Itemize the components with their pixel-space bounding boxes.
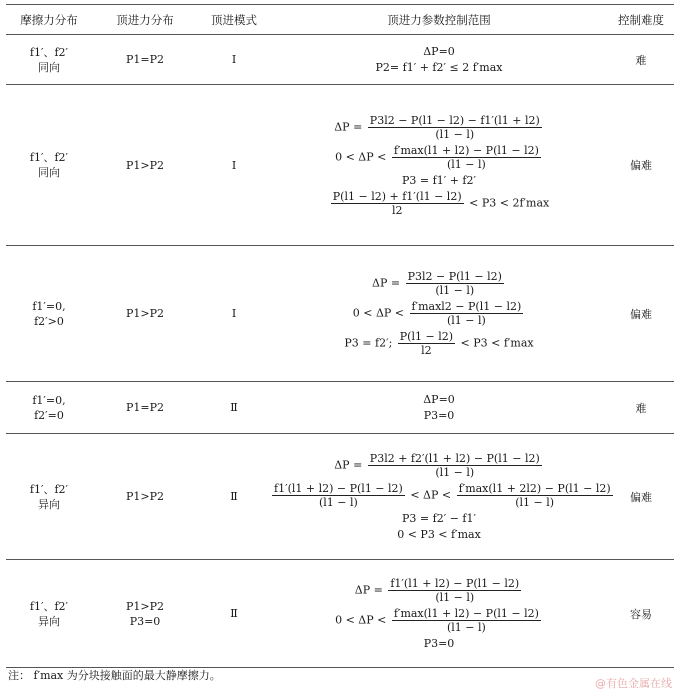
numerator: f1′(l1 + l2) − P(l1 − l2) (274, 482, 403, 495)
formula-lhs: P3 = f2′; (344, 336, 393, 350)
denominator: (l1 − l) (446, 157, 486, 171)
denominator: l2 (421, 344, 432, 357)
formula (270, 190, 608, 217)
formula: ΔP=0 (423, 393, 455, 406)
table-row (6, 382, 674, 434)
difficulty-cell: 容易 (608, 560, 674, 668)
friction-line: f1′、f2′ (29, 599, 69, 613)
table-row (6, 560, 674, 668)
formula: 0 < P3 < f′max (397, 528, 481, 541)
friction-line: 同向 (38, 166, 60, 179)
friction-line: 异向 (38, 497, 60, 511)
formula: P3 = f1′ + f2′ (402, 173, 476, 187)
force-cell (92, 85, 198, 246)
fraction (406, 270, 504, 297)
header-difficulty: 控制难度 (608, 5, 674, 35)
formula (270, 452, 608, 479)
formula-rhs: < P3 < 2f′max (469, 196, 550, 209)
table-row (6, 246, 674, 382)
friction-line: f2′>0 (34, 314, 64, 328)
formula-cell (270, 560, 608, 668)
force-line: P1>P2 (125, 307, 165, 320)
mode-cell: Ⅱ (198, 382, 270, 434)
formula-mid: < ΔP < (410, 488, 452, 502)
fraction (331, 190, 464, 217)
formula (270, 577, 608, 604)
formula (270, 330, 608, 357)
mode-cell: Ⅰ (198, 85, 270, 246)
friction-cell (6, 434, 92, 560)
denominator: (l1 − l) (446, 314, 486, 327)
denominator: (l1 − l) (446, 621, 486, 634)
numerator: P3l2 − P(l1 − l2) (407, 270, 502, 283)
force-cell (92, 434, 198, 560)
mode-cell: Ⅰ (198, 246, 270, 382)
formula (270, 300, 608, 327)
force-cell (92, 35, 198, 85)
formula (270, 607, 608, 634)
denominator: l2 (391, 203, 403, 217)
header-friction: 摩擦力分布 (6, 5, 92, 35)
formula: P3=0 (423, 637, 455, 650)
formula-cell (270, 246, 608, 382)
table-row (6, 35, 674, 85)
fraction (398, 330, 455, 357)
denominator: (l1 − l) (435, 591, 475, 604)
denominator: (l1 − l) (435, 284, 475, 297)
friction-line: f2′=0 (34, 408, 64, 422)
numerator: f′max(l1 + l2) − P(l1 − l2) (393, 607, 539, 620)
formula: P2= f1′ + f2′ ≤ 2 f′max (375, 61, 503, 74)
formula-lhs: ΔP = (354, 583, 383, 597)
denominator: (l1 − l) (435, 127, 475, 141)
force-line: P1=P2 (125, 53, 165, 66)
fraction (392, 607, 541, 634)
friction-line: 异向 (38, 614, 60, 628)
header-mode: 顶进模式 (198, 5, 270, 35)
friction-cell (6, 382, 92, 434)
numerator: P3l2 + f2′(l1 + l2) − P(l1 − l2) (369, 452, 540, 465)
force-cell (92, 560, 198, 668)
table-row (6, 85, 674, 246)
formula-cell (270, 85, 608, 246)
force-line: P1>P2 (125, 599, 165, 613)
formula-lhs: ΔP = (334, 458, 363, 472)
friction-cell (6, 246, 92, 382)
friction-line: f1′、f2′ (29, 45, 69, 59)
mode-cell: Ⅱ (198, 560, 270, 668)
friction-line: f1′=0, (32, 393, 66, 407)
params-table (6, 4, 674, 668)
friction-cell (6, 85, 92, 246)
fraction (392, 144, 541, 171)
header-force: 顶进力分布 (92, 5, 198, 35)
numerator: f1′(l1 + l2) − P(l1 − l2) (390, 577, 520, 590)
numerator: f′max(l1 + l2) − P(l1 − l2) (393, 143, 539, 157)
formula-rhs: < P3 < f′max (460, 336, 534, 350)
fraction (272, 482, 405, 509)
formula (270, 270, 608, 297)
fraction (410, 300, 524, 327)
header-range: 顶进力参数控制范围 (270, 5, 608, 35)
mode-cell: Ⅱ (198, 434, 270, 560)
formula (270, 144, 608, 171)
friction-cell (6, 560, 92, 668)
fraction (388, 577, 521, 604)
formula-lhs: ΔP = (372, 276, 401, 290)
formula (270, 114, 608, 141)
force-cell (92, 246, 198, 382)
friction-cell (6, 35, 92, 85)
force-line: P1>P2 (125, 158, 165, 172)
fraction (368, 114, 542, 141)
formula-lhs: 0 < ΔP < (352, 306, 405, 320)
denominator: (l1 − l) (515, 496, 555, 509)
formula-lhs: 0 < ΔP < (335, 150, 387, 163)
table-footnote: 注： f′max 为分块接触面的最大静摩擦力。 (8, 669, 221, 682)
numerator: P3l2 − P(l1 − l2) − f1′(l1 + l2) (369, 113, 540, 127)
formula-cell (270, 434, 611, 560)
formula: ΔP=0 (423, 45, 455, 58)
mode-cell: Ⅰ (198, 35, 270, 85)
numerator: P(l1 − l2) (399, 330, 454, 343)
force-cell (92, 382, 198, 434)
friction-line: f1′、f2′ (29, 482, 69, 496)
difficulty-cell: 偏难 (608, 246, 674, 382)
formula-lhs: 0 < ΔP < (335, 613, 387, 627)
fraction (457, 482, 613, 509)
force-line: P1=P2 (125, 401, 165, 414)
numerator: P(l1 − l2) + f1′(l1 − l2) (332, 189, 462, 203)
formula-lhs: ΔP = (334, 120, 363, 133)
denominator: (l1 − l) (319, 496, 358, 509)
watermark: @有色金属在线 (595, 677, 672, 690)
force-line: P1>P2 (125, 490, 165, 503)
formula (270, 482, 611, 509)
difficulty-cell: 偏难 (608, 85, 674, 246)
formula-cell (270, 382, 608, 434)
friction-line: 同向 (38, 60, 60, 74)
header-row (6, 5, 674, 35)
numerator: f′maxl2 − P(l1 − l2) (411, 300, 522, 313)
numerator: f′max(l1 + 2l2) − P(l1 − l2) (458, 482, 611, 495)
formula: P3 = f2′ − f1′ (402, 512, 476, 525)
fraction (368, 452, 542, 479)
formula: P3=0 (423, 409, 455, 422)
force-line: P3=0 (129, 614, 161, 628)
difficulty-cell: 难 (608, 382, 674, 434)
difficulty-cell: 难 (608, 35, 674, 85)
formula-cell (270, 35, 608, 85)
difficulty-cell: 偏难 (608, 434, 674, 560)
denominator: (l1 − l) (435, 466, 475, 479)
table-row (6, 434, 674, 560)
friction-line: f1′、f2′ (29, 151, 69, 164)
friction-line: f1′=0, (32, 299, 66, 313)
